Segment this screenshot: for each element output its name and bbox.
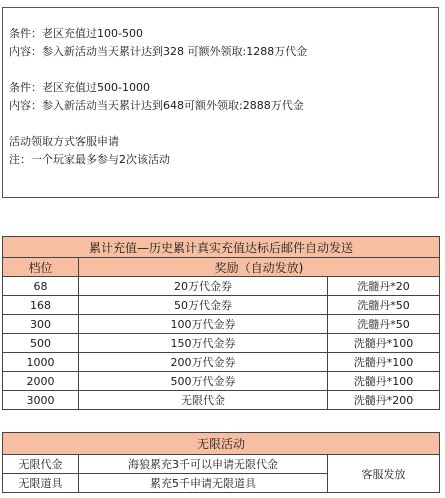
table-row [3, 391, 440, 410]
item-cell: 洗髓丹*50 [328, 296, 440, 315]
tier-cell: 68 [3, 277, 79, 296]
tier-cell: 2000 [3, 372, 79, 391]
tier-cell: 500 [3, 334, 79, 353]
tier-cell: 1000 [3, 353, 79, 372]
activity-notice-box [2, 7, 439, 198]
voucher-cell: 200万代金券 [79, 353, 328, 372]
claim-method-line: 活动领取方式客服申请 [9, 135, 119, 148]
item-cell: 洗髓丹*100 [328, 372, 440, 391]
table-title: 累计充值—历史累计真实充值达标后邮件自动发送 [3, 237, 440, 258]
delivery-method-cell: 客服发放 [328, 455, 440, 493]
voucher-cell: 20万代金券 [79, 277, 328, 296]
table-row [3, 315, 440, 334]
table-row [3, 372, 440, 391]
notice-spacer [9, 115, 432, 133]
condition-1-line: 条件：老区充值过100-500 [9, 27, 143, 40]
item-cell: 洗髓丹*50 [328, 315, 440, 334]
participation-note-line: 注：一个玩家最多参与2次该活动 [9, 153, 170, 166]
tier-cell: 168 [3, 296, 79, 315]
item-cell: 洗髓丹*200 [328, 391, 440, 410]
voucher-cell: 50万代金券 [79, 296, 328, 315]
voucher-cell: 无限代金 [79, 391, 328, 410]
unlimited-activity-table [2, 432, 440, 493]
column-header-tier: 档位 [3, 258, 79, 277]
voucher-cell: 100万代金券 [79, 315, 328, 334]
tier-cell: 300 [3, 315, 79, 334]
content-2-line: 内容：参入新活动当天累计达到648可额外领取:2888万代金 [9, 99, 304, 112]
table-row [3, 334, 440, 353]
tier-cell: 3000 [3, 391, 79, 410]
activity-condition-cell: 海狼累充3千可以申请无限代金 [79, 455, 328, 474]
item-cell: 洗髓丹*100 [328, 334, 440, 353]
voucher-cell: 500万代金券 [79, 372, 328, 391]
column-header-reward: 奖励（自动发放) [79, 258, 440, 277]
table-row [3, 296, 440, 315]
activity-condition-cell: 累充5千申请无限道具 [79, 474, 328, 493]
content-1-line: 内容：参入新活动当天累计达到328 可额外领取:1288万代金 [9, 45, 308, 58]
condition-2-line: 条件：老区充值过500-1000 [9, 81, 150, 94]
item-cell: 洗髓丹*100 [328, 353, 440, 372]
item-cell: 洗髓丹*20 [328, 277, 440, 296]
cumulative-recharge-table [2, 236, 440, 410]
notice-spacer [9, 61, 432, 79]
table-row [3, 353, 440, 372]
table-row [3, 277, 440, 296]
voucher-cell: 150万代金券 [79, 334, 328, 353]
table-row [3, 455, 440, 474]
table-title: 无限活动 [3, 433, 440, 455]
activity-name-cell: 无限道具 [3, 474, 79, 493]
activity-name-cell: 无限代金 [3, 455, 79, 474]
